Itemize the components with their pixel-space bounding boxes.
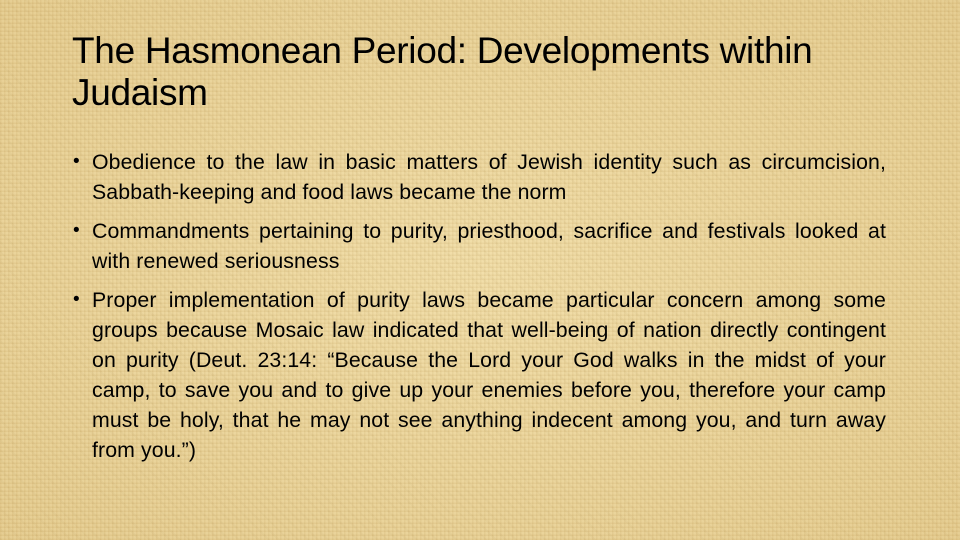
bullet-item-commandments <box>72 216 886 276</box>
bullet-item-identity <box>72 147 886 207</box>
bullet-text: Obedience to the law in basic matters of Jewish identity such as circumcision, Sabbath-keeping and food laws became the norm <box>92 150 886 204</box>
bullet-text: Proper implementation of purity laws became particular concern among some groups because Mosaic law indicated that well-being of nation directly contingent on purity (Deut. 23:14: “Because the Lord your God walks in the midst of your camp, to save you and to give up your enemies before you, therefore your camp must be holy, that he may not see anything indecent among you, and turn away from you.”) <box>92 288 886 462</box>
bullet-marker: • <box>73 289 80 310</box>
bullet-item-purity-laws <box>72 285 886 465</box>
bullet-text: Commandments pertaining to purity, priesthood, sacrifice and festivals looked at with renewed seriousness <box>92 219 886 273</box>
slide-title: The Hasmonean Period: Developments within Judaism <box>72 30 813 113</box>
bullet-marker: • <box>73 220 80 241</box>
bullet-marker: • <box>73 151 80 172</box>
bullet-list <box>72 147 886 474</box>
